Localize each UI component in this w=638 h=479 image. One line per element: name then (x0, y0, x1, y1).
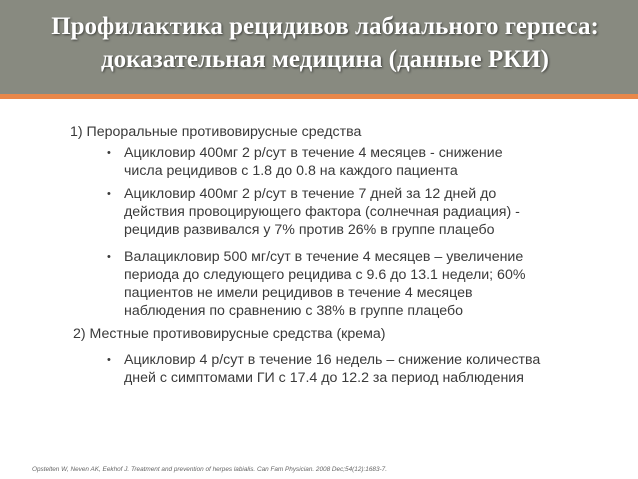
bullet-line: числа рецидивов с 1.8 до 0.8 на каждого пациента (124, 163, 458, 179)
section-2-heading: 2) Местные противовирусные средства (крема) (73, 326, 386, 342)
bullet-line: наблюдения по сравнению с 38% в группе плацебо (124, 303, 463, 319)
bullet-line: Ацикловир 400мг 2 р/сут в течение 4 месяцев - снижение (124, 145, 503, 161)
bullet-line: пациентов не имели рецидивов в течение 4 месяцев (124, 285, 473, 301)
bullet-item-acyclovir-7-days (124, 185, 594, 239)
bullet-icon: • (107, 188, 111, 200)
bullet-line: Ацикловир 4 р/сут в течение 16 недель – снижение количества (124, 352, 541, 368)
bullet-icon: • (107, 354, 111, 366)
title-accent-stripe (0, 94, 638, 99)
section-1-heading: 1) Пероральные противовирусные средства (70, 124, 362, 140)
bullet-item-valacyclovir (124, 248, 594, 320)
bullet-line: периода до следующего рецидива с 9.6 до 13.1 недели; 60% (124, 267, 526, 283)
slide-title (40, 10, 610, 76)
bullet-line: рецидив развивался у 7% против 26% в группе плацебо (124, 222, 495, 238)
bullet-line: Валацикловир 500 мг/сут в течение 4 месяцев – увеличение (124, 249, 524, 265)
bullet-item-topical-acyclovir (124, 351, 594, 387)
slide-title-line-1: Профилактика рецидивов лабиального герпеса: (51, 13, 599, 40)
bullet-item-acyclovir-4-months (124, 144, 594, 180)
bullet-line: дней с симптомами ГИ с 17.4 до 12.2 за период наблюдения (124, 370, 524, 386)
bullet-icon: • (107, 147, 111, 159)
bullet-icon: • (107, 251, 111, 263)
bullet-line: действия провоцирующего фактора (солнечная радиация) - (124, 204, 520, 220)
reference-footnote: Opstelten W, Neven AK, Eekhof J. Treatment and prevention of herpes labialis. Can Fam Physician. 2008 Dec;54(12):1683-7. (32, 466, 387, 473)
bullet-line: Ацикловир 400мг 2 р/сут в течение 7 дней за 12 дней до (124, 186, 497, 202)
slide-title-line-2: доказательная медицина (данные РКИ) (101, 46, 549, 73)
